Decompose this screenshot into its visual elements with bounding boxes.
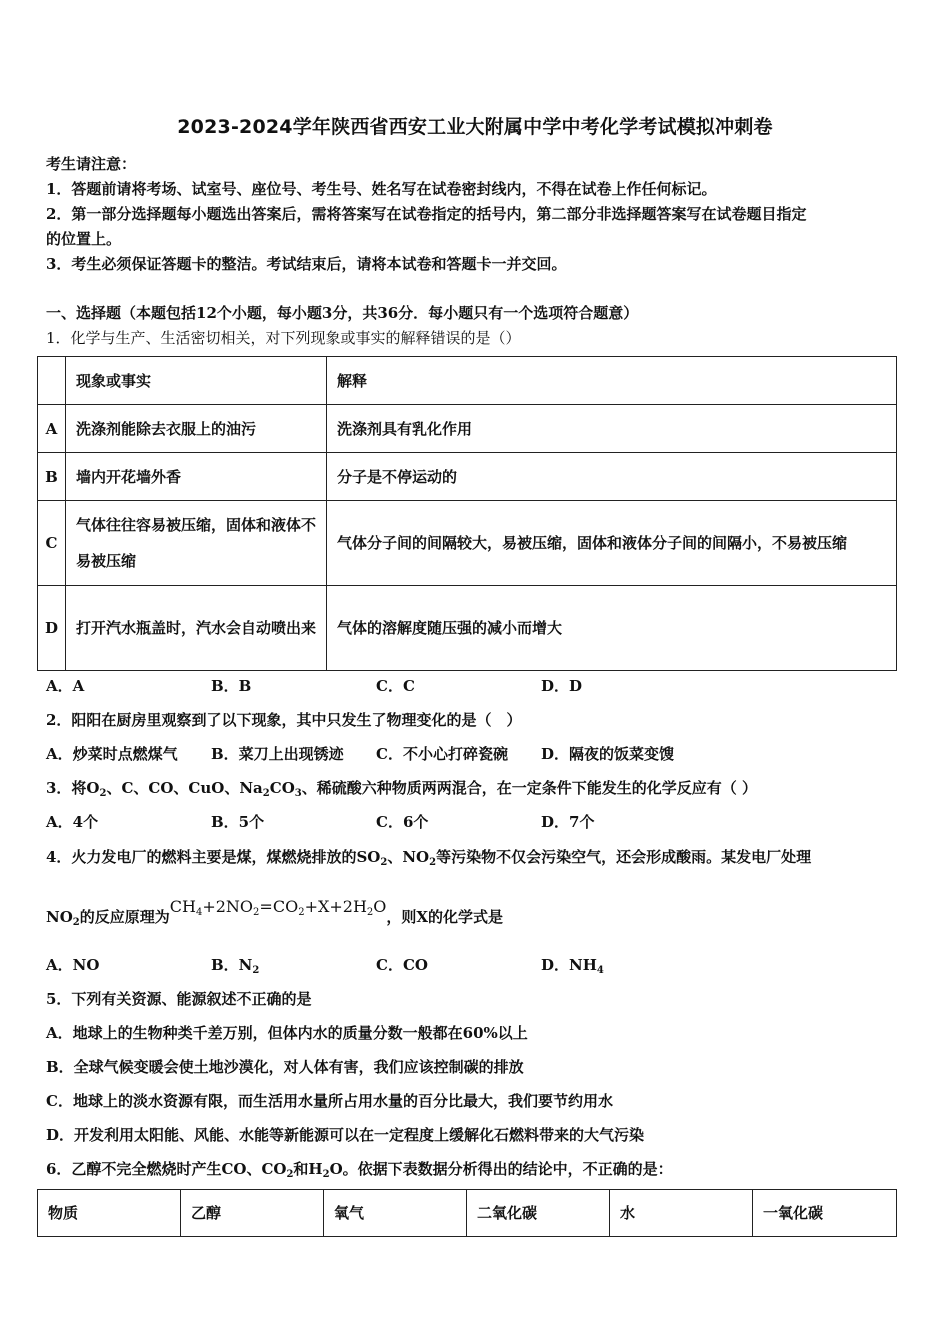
question-5-stem: 5．下列有关资源、能源叙述不正确的是 (46, 990, 312, 1008)
table-header-cell: 氧气 (324, 1190, 467, 1237)
option-b: B．$N_2$ (211, 956, 260, 976)
option-c: C．地球上的淡水资源有限，而生活用水量所占用水量的百分比最大，我们要节约用水 (46, 1092, 613, 1110)
row-explanation: 气体分子间的间隔较大，易被压缩，固体和液体分子间的间隔小，不易被压缩 (327, 501, 897, 586)
option-d: D．$NH_4$ (541, 956, 604, 976)
table-row (38, 453, 897, 501)
question-2-stem: 2．阳阳在厨房里观察到了以下现象，其中只发生了物理变化的是（ ） (46, 711, 522, 729)
table-header-cell: 物质 (38, 1190, 181, 1237)
row-fact: 打开汽水瓶盖时，汽水会自动喷出来 (66, 586, 327, 671)
option-b: B．B (211, 677, 252, 695)
question-6-stem: 6．乙醇不完全燃烧时产生CO、$CO_2$和$H_2O$。依据下表数据分析得出的结论中，不正确的是： (46, 1160, 673, 1180)
question-1-table (37, 356, 897, 671)
row-label: B (38, 453, 66, 501)
option-b: B．全球气候变暖会使土地沙漠化，对人体有害，我们应该控制碳的排放 (46, 1058, 524, 1076)
table-header-cell: 二氧化碳 (467, 1190, 610, 1237)
option-a: A．4个 (46, 813, 99, 831)
table-header-cell: 现象或事实 (66, 357, 327, 405)
notice-heading: 考生请注意： (46, 155, 137, 173)
section-heading: 一、选择题（本题包括12个小题，每小题3分，共36分．每小题只有一个选项符合题意） (46, 304, 639, 322)
question-1-stem: 1．化学与生产、生活密切相关，对下列现象或事实的解释错误的是（） (46, 329, 521, 347)
table-header-cell (38, 357, 66, 405)
notice-item: 的位置上。 (46, 230, 122, 248)
row-fact: 气体往往容易被压缩，固体和液体不易被压缩 (66, 501, 327, 586)
notice-item: 2．第一部分选择题每小题选出答案后，需将答案写在试卷指定的括号内，第二部分非选择题答案写在试卷题目指定 (46, 205, 807, 223)
table-header-row (38, 1190, 897, 1237)
table-header-cell: 水 (610, 1190, 753, 1237)
table-header-cell: 乙醇 (181, 1190, 324, 1237)
table-row (38, 405, 897, 453)
option-c: C．6个 (376, 813, 429, 831)
table-header-cell: 解释 (327, 357, 897, 405)
table-header-cell: 一氧化碳 (753, 1190, 897, 1237)
row-explanation: 洗涤剂具有乳化作用 (327, 405, 897, 453)
option-c: C．C (376, 677, 415, 695)
question-6-table (37, 1189, 897, 1237)
notice-item: 1．答题前请将考场、试室号、座位号、考生号、姓名写在试卷密封线内，不得在试卷上作任何标记。 (46, 180, 717, 198)
row-fact: 洗涤剂能除去衣服上的油污 (66, 405, 327, 453)
notice-item: 3．考生必须保证答题卡的整洁。考试结束后，请将本试卷和答题卡一并交回。 (46, 255, 567, 273)
table-row (38, 501, 897, 586)
option-a: A．炒菜时点燃煤气 (46, 745, 178, 763)
option-b: B．菜刀上出现锈迹 (211, 745, 344, 763)
reaction-equation: $CH_4+2NO_2=CO_2+X+2H_2O$ (169, 897, 387, 918)
option-d: D．开发利用太阳能、风能、水能等新能源可以在一定程度上缓解化石燃料带来的大气污染 (46, 1126, 645, 1144)
option-d: D．7个 (541, 813, 595, 831)
question-4-stem-line2: $NO_2$的反应原理为$CH_4+2NO_2=CO_2+X+2H_2O$，则X的化学式是 (46, 897, 504, 928)
question-3-stem: 3．将$O_2$、C、CO、CuO、$Na_2CO_3$、稀硫酸六种物质两两混合，在一定条件下能发生的化学反应有（ ） (46, 779, 757, 799)
row-fact: 墙内开花墙外香 (66, 453, 327, 501)
row-label: D (38, 586, 66, 671)
option-d: D．D (541, 677, 583, 695)
option-c: C．CO (376, 956, 428, 974)
question-4-stem-line1: 4．火力发电厂的燃料主要是煤，煤燃烧排放的$SO_2$、$NO_2$等污染物不仅会污染空气，还会形成酸雨。某发电厂处理 (46, 848, 812, 868)
option-a: A．NO (46, 956, 100, 974)
option-c: C．不小心打碎瓷碗 (376, 745, 508, 763)
table-row (38, 586, 897, 671)
option-d: D．隔夜的饭菜变馊 (541, 745, 675, 763)
option-a: A．A (46, 677, 85, 695)
table-header-row (38, 357, 897, 405)
page-title: 2023-2024学年陕西省西安工业大附属中学中考化学考试模拟冲刺卷 (177, 116, 773, 138)
row-label: C (38, 501, 66, 586)
option-a: A．地球上的生物种类千差万别，但体内水的质量分数一般都在60%以上 (46, 1024, 528, 1042)
option-b: B．5个 (211, 813, 265, 831)
row-label: A (38, 405, 66, 453)
row-explanation: 气体的溶解度随压强的减小而增大 (327, 586, 897, 671)
row-explanation: 分子是不停运动的 (327, 453, 897, 501)
